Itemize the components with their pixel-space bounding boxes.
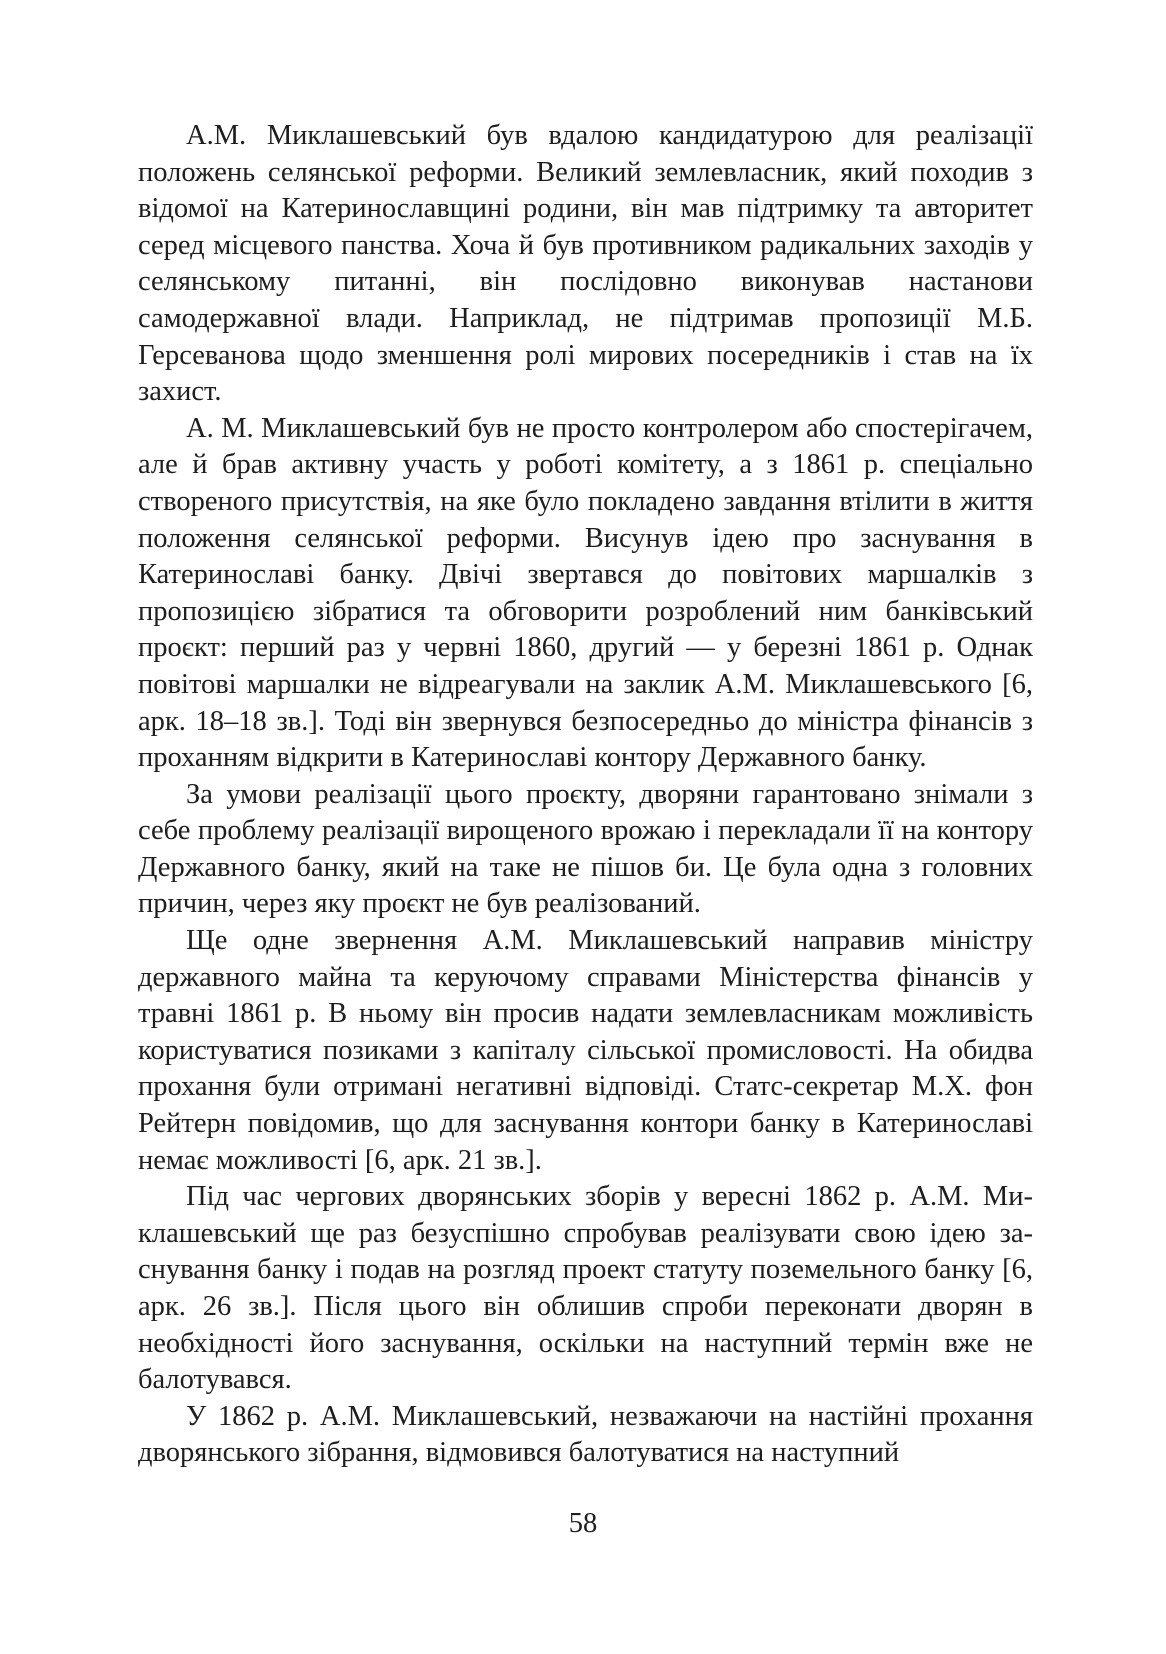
paragraph-3: За умови реалізації цього проєкту, дворяни гарантовано знімали з себе проблему реалізації вирощеного врожаю і перекладали її на контору Державного банку, який на таке не пішов би. Це була одна з головних причин, через яку проєкт не був реалізований. bbox=[138, 778, 1033, 920]
paragraph-2: А. М. Миклашевський був не просто контролером або спостерігачем, але й брав активну участь у роботі комітету, а з 1861 р. спеціально створеного присутствія, на яке було покладено завдання втілити в життя положення селянської реформи. Висунув ідею про заснування в Катеринославі банку. Двічі звертався до повітових маршалків з пропозицією зібратися та обговорити розроблений ним банківський проєкт: перший раз у червні 1860, другий — у березні 1861 р. Однак повітові маршалки не відреагували на заклик А.М. Миклашевського [6, арк. 18–18 зв.]. Тоді він звернувся безпосередньо до міністра фінансів з проханням відкрити в Катеринославі контору Державного банку. bbox=[138, 412, 1033, 774]
page-body bbox=[138, 118, 1033, 1472]
paragraph-4: Ще одне звернення А.М. Миклашевський направив міністру державного майна та керуючому справами Міністерства фінансів у травні 1861 р. В ньому він просив надати землевласникам можливість користуватися позиками з капіталу сільської промисловості. На обидва прохання були отримані негативні відповіді. Статс-секретар М.Х. фон Рейтерн повідомив, що для заснування контори банку в Катеринославі немає можливості [6, арк. 21 зв.]. bbox=[138, 925, 1033, 1176]
paragraph-1: А.М. Миклашевський був вдалою кандидатурою для реалізації положень селянської реформи. Великий землевласник, який походив з відомої на Катеринославщині родини, він мав підтримку та авторитет серед місцевого панства. Хоча й був противником радикальних заходів у селянському питанні, він послідовно виконував настанови самодержавної влади. Наприклад, не підтримав пропозиції М.Б. Герсеванова щодо зменшення ролі мирових посередників і став на їх захист. bbox=[138, 120, 1033, 408]
paragraph-5: Під час чергових дворянських зборів у вересні 1862 р. А.М. Миклашевський ще раз безуспішно спробував реалізувати свою ідею заснування банку і подав на розгляд проект статуту поземельного банку [6, арк. 26 зв.]. Після цього він облишив спроби переконати дворян в необхідності його заснування, оскільки на наступний термін вже не балотувався. bbox=[138, 1181, 1033, 1396]
page-number: 58 bbox=[568, 1508, 598, 1539]
paragraph-6: У 1862 р. А.М. Миклашевський, незважаючи на настійні прохання дворянського зібрання, відмовився балотуватися на наступний bbox=[138, 1400, 1033, 1469]
